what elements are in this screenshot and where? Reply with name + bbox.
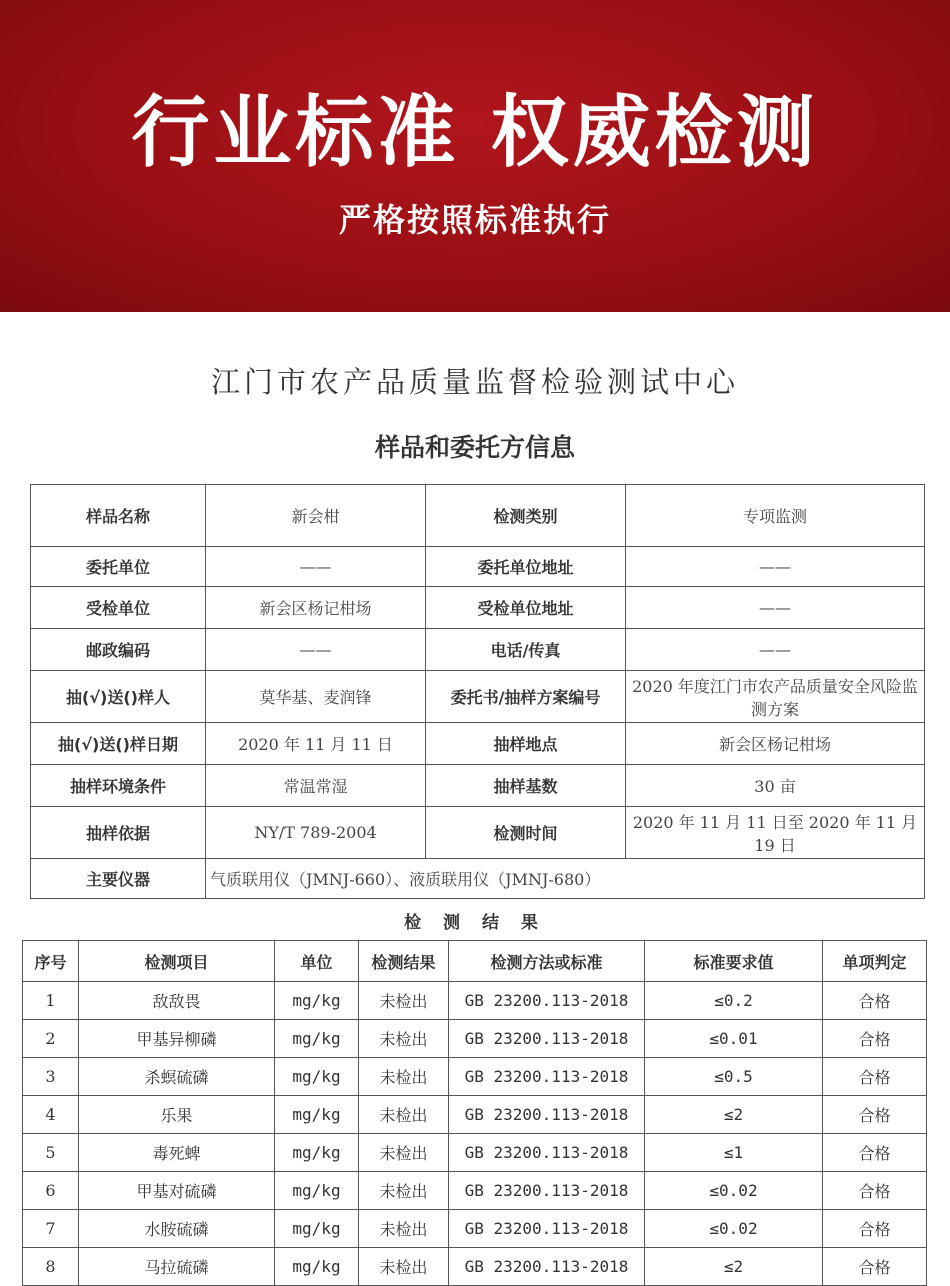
results-cell: mg/kg: [275, 1134, 359, 1172]
banner-subtitle: 严格按照标准执行: [338, 201, 611, 239]
results-cell: mg/kg: [275, 982, 359, 1020]
results-cell: mg/kg: [275, 1248, 359, 1286]
results-cell: 未检出: [359, 1020, 449, 1058]
sample-info-body: [31, 485, 925, 899]
info-value: ——: [626, 547, 925, 587]
info-label: 样品名称: [31, 485, 206, 547]
results-cell: 合格: [823, 1172, 927, 1210]
results-header-cell: 标准要求值: [645, 941, 823, 982]
results-cell: ≤0.2: [645, 982, 823, 1020]
results-header-cell: 检测结果: [359, 941, 449, 982]
info-label: 电话/传真: [426, 629, 626, 671]
results-row: [23, 1172, 927, 1210]
results-cell: GB 23200.113-2018: [449, 1172, 645, 1210]
results-header-row: [23, 941, 927, 982]
info-value: NY/T 789-2004: [206, 807, 426, 859]
info-value: ——: [626, 629, 925, 671]
section-title: 样品和委托方信息: [374, 433, 575, 462]
info-label: 受检单位: [31, 587, 206, 629]
info-row-instruments: [31, 859, 925, 899]
info-value: ——: [206, 547, 426, 587]
info-label: 受检单位地址: [426, 587, 626, 629]
info-row: [31, 629, 925, 671]
info-row: [31, 587, 925, 629]
results-row: [23, 1210, 927, 1248]
info-label: 委托单位: [31, 547, 206, 587]
results-cell: 8: [23, 1248, 79, 1286]
results-row: [23, 1134, 927, 1172]
info-value: 常温常湿: [206, 765, 426, 807]
results-cell: ≤0.02: [645, 1210, 823, 1248]
info-label: 邮政编码: [31, 629, 206, 671]
info-label: 抽样地点: [426, 723, 626, 765]
results-body: [23, 982, 927, 1286]
results-header-cell: 序号: [23, 941, 79, 982]
results-cell: GB 23200.113-2018: [449, 1058, 645, 1096]
results-cell: 合格: [823, 1020, 927, 1058]
results-cell: ≤0.5: [645, 1058, 823, 1096]
results-cell: 水胺硫磷: [79, 1210, 275, 1248]
info-row: [31, 765, 925, 807]
info-row: [31, 671, 925, 723]
results-cell: 未检出: [359, 1134, 449, 1172]
results-cell: GB 23200.113-2018: [449, 1210, 645, 1248]
results-cell: 7: [23, 1210, 79, 1248]
info-value: 2020 年度江门市农产品质量安全风险监测方案: [626, 671, 925, 723]
info-row: [31, 485, 925, 547]
info-label: 抽(√)送()样日期: [31, 723, 206, 765]
sample-info-table: [30, 484, 925, 899]
results-cell: 合格: [823, 1210, 927, 1248]
results-cell: GB 23200.113-2018: [449, 1020, 645, 1058]
results-cell: 马拉硫磷: [79, 1248, 275, 1286]
info-value: 新会柑: [206, 485, 426, 547]
results-cell: mg/kg: [275, 1096, 359, 1134]
info-value: 新会区杨记柑场: [206, 587, 426, 629]
results-cell: 甲基异柳磷: [79, 1020, 275, 1058]
results-header-cell: 检测方法或标准: [449, 941, 645, 982]
results-row: [23, 1058, 927, 1096]
info-value: 新会区杨记柑场: [626, 723, 925, 765]
info-label: 抽样基数: [426, 765, 626, 807]
results-cell: 合格: [823, 1096, 927, 1134]
organization-name: 江门市农产品质量监督检验测试中心: [210, 365, 739, 399]
results-cell: GB 23200.113-2018: [449, 1096, 645, 1134]
results-cell: 合格: [823, 1134, 927, 1172]
info-value: 2020 年 11 月 11 日: [206, 723, 426, 765]
results-row: [23, 1020, 927, 1058]
results-header-cell: 检测项目: [79, 941, 275, 982]
info-row: [31, 723, 925, 765]
results-cell: 4: [23, 1096, 79, 1134]
results-cell: 合格: [823, 982, 927, 1020]
info-value: ——: [206, 629, 426, 671]
info-value: 专项监测: [626, 485, 925, 547]
results-cell: 未检出: [359, 1096, 449, 1134]
results-cell: ≤2: [645, 1096, 823, 1134]
info-label: 抽(√)送()样人: [31, 671, 206, 723]
results-cell: GB 23200.113-2018: [449, 982, 645, 1020]
results-cell: mg/kg: [275, 1210, 359, 1248]
results-cell: 3: [23, 1058, 79, 1096]
results-cell: GB 23200.113-2018: [449, 1134, 645, 1172]
results-header-cell: 单位: [275, 941, 359, 982]
results-cell: 乐果: [79, 1096, 275, 1134]
results-cell: 6: [23, 1172, 79, 1210]
results-cell: 敌敌畏: [79, 982, 275, 1020]
results-cell: 毒死蜱: [79, 1134, 275, 1172]
info-value: 莫华基、麦润锋: [206, 671, 426, 723]
results-row: [23, 982, 927, 1020]
results-cell: mg/kg: [275, 1020, 359, 1058]
results-row: [23, 1248, 927, 1286]
results-cell: ≤0.01: [645, 1020, 823, 1058]
info-value: ——: [626, 587, 925, 629]
results-cell: GB 23200.113-2018: [449, 1248, 645, 1286]
results-cell: 合格: [823, 1248, 927, 1286]
results-cell: 合格: [823, 1058, 927, 1096]
info-label: 抽样依据: [31, 807, 206, 859]
info-value: 30 亩: [626, 765, 925, 807]
header-banner: [0, 0, 950, 312]
info-row: [31, 807, 925, 859]
info-label: 检测类别: [426, 485, 626, 547]
instrument-label: 主要仪器: [31, 859, 206, 899]
results-cell: 未检出: [359, 1172, 449, 1210]
results-cell: mg/kg: [275, 1058, 359, 1096]
results-cell: 未检出: [359, 1248, 449, 1286]
results-cell: 未检出: [359, 1210, 449, 1248]
results-cell: 甲基对硫磷: [79, 1172, 275, 1210]
info-label: 抽样环境条件: [31, 765, 206, 807]
info-label: 委托单位地址: [426, 547, 626, 587]
results-title: 检 测 结 果: [404, 913, 546, 933]
results-row: [23, 1096, 927, 1134]
results-cell: ≤0.02: [645, 1172, 823, 1210]
instrument-value: 气质联用仪（JMNJ-660）、液质联用仪（JMNJ-680）: [206, 859, 925, 899]
results-cell: 未检出: [359, 1058, 449, 1096]
info-row: [31, 547, 925, 587]
results-cell: 2: [23, 1020, 79, 1058]
results-table: [22, 940, 927, 1286]
results-cell: ≤1: [645, 1134, 823, 1172]
results-cell: ≤2: [645, 1248, 823, 1286]
results-cell: 杀螟硫磷: [79, 1058, 275, 1096]
info-value: 2020 年 11 月 11 日至 2020 年 11 月 19 日: [626, 807, 925, 859]
results-cell: 5: [23, 1134, 79, 1172]
results-cell: 1: [23, 982, 79, 1020]
results-cell: 未检出: [359, 982, 449, 1020]
results-cell: mg/kg: [275, 1172, 359, 1210]
info-label: 委托书/抽样方案编号: [426, 671, 626, 723]
results-header-cell: 单项判定: [823, 941, 927, 982]
info-label: 检测时间: [426, 807, 626, 859]
banner-title: 行业标准 权威检测: [131, 88, 819, 178]
